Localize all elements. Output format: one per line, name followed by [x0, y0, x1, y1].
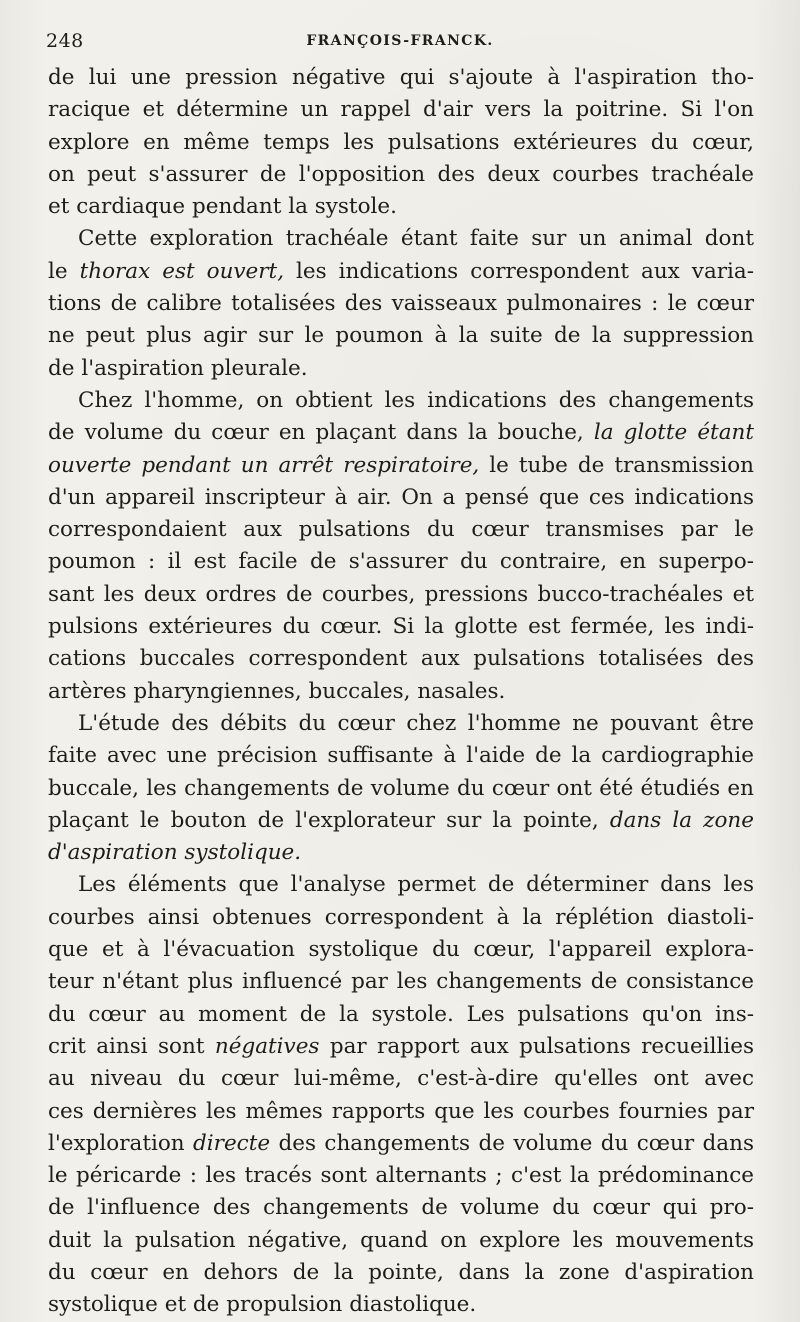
- text-line: [48, 353, 754, 385]
- page-header: [46, 30, 754, 56]
- text-line: [48, 1225, 754, 1257]
- text-line: [48, 191, 754, 223]
- text-segment: des changements de volume du cœur dans: [270, 1130, 754, 1156]
- text-segment: courbes ainsi obtenues correspondent à la réplétion diastoli-: [48, 904, 754, 930]
- text-line: [48, 579, 754, 611]
- italic-text: d'aspiration systolique.: [48, 840, 302, 866]
- text-segment: les indications correspondent aux varia-: [284, 258, 755, 284]
- text-segment: le tube de transmission: [479, 452, 754, 478]
- text-line: [48, 62, 754, 94]
- text-segment: et cardiaque pendant la systole.: [48, 194, 397, 220]
- text-segment: correspondaient aux pulsations du cœur transmises par le: [48, 517, 754, 543]
- text-segment: duit la pulsation négative, quand on explore les mouvements: [48, 1227, 754, 1253]
- text-line: [48, 902, 754, 934]
- text-line: [48, 450, 754, 482]
- text-line: [48, 127, 754, 159]
- text-line: [48, 94, 754, 126]
- text-line: [48, 320, 754, 352]
- text-segment: Les éléments que l'analyse permet de déterminer dans les: [78, 872, 754, 898]
- italic-text: directe: [193, 1130, 271, 1156]
- text-line: [48, 740, 754, 772]
- text-segment: pulsions extérieures du cœur. Si la glotte est fermée, les indi-: [48, 614, 754, 640]
- text-segment: de volume du cœur en plaçant dans la bouche,: [48, 420, 594, 446]
- text-segment: systolique et de propulsion diastolique.: [48, 1292, 477, 1318]
- text-line: [48, 708, 754, 740]
- running-head: FRANÇOIS-FRANCK.: [306, 33, 494, 49]
- text-segment: tions de calibre totalisées des vaisseaux pulmonaires : le cœur: [48, 291, 754, 317]
- text-segment: teur n'étant plus influencé par les changements de consistance: [48, 969, 754, 995]
- italic-text: dans la zone: [609, 807, 754, 833]
- text-line: [48, 966, 754, 998]
- text-segment: du cœur en dehors de la pointe, dans la zone d'aspiration: [48, 1259, 754, 1285]
- text-line: [48, 611, 754, 643]
- italic-text: négatives: [214, 1033, 320, 1059]
- text-line: [48, 934, 754, 966]
- italic-text: la glotte étant: [593, 420, 755, 446]
- text-segment: l'exploration: [48, 1130, 194, 1156]
- text-segment: au niveau du cœur lui-même, c'est-à-dire qu'elles ont avec: [48, 1066, 754, 1092]
- text-line: [48, 1128, 754, 1160]
- text-segment: explore en même temps les pulsations extérieures du cœur,: [48, 129, 754, 155]
- text-line: [48, 805, 754, 837]
- text-line: [48, 1192, 754, 1224]
- text-line: [48, 999, 754, 1031]
- text-segment: d'un appareil inscripteur à air. On a pensé que ces indications: [48, 484, 754, 510]
- text-line: [48, 1063, 754, 1095]
- text-line: [48, 1031, 754, 1063]
- text-line: [48, 514, 754, 546]
- text-line: [48, 773, 754, 805]
- text-line: [48, 1160, 754, 1192]
- text-segment: crit ainsi sont: [48, 1033, 215, 1059]
- text-line: [48, 869, 754, 901]
- page-number: 248: [46, 30, 84, 52]
- text-segment: de lui une pression négative qui s'ajoute à l'aspiration tho-: [48, 65, 754, 90]
- text-segment: le: [48, 258, 80, 284]
- text-segment: que et à l'évacuation systolique du cœur, l'appareil explora-: [48, 937, 754, 963]
- text-line: [48, 417, 754, 449]
- text-segment: ces dernières les mêmes rapports que les courbes fournies par: [48, 1098, 754, 1124]
- text-line: [48, 1289, 754, 1321]
- text-segment: de l'influence des changements de volume du cœur qui pro-: [48, 1195, 754, 1221]
- text-line: [48, 288, 754, 320]
- italic-text: ouverte pendant un arrêt respiratoire,: [48, 452, 480, 478]
- text-segment: faite avec une précision suffisante à l'aide de la cardiographie: [48, 743, 754, 769]
- text-line: [48, 546, 754, 578]
- text-segment: poumon : il est facile de s'assurer du contraire, en superpo-: [48, 549, 754, 575]
- text-line: [48, 837, 754, 869]
- text-line: [48, 385, 754, 417]
- text-line: [48, 1257, 754, 1289]
- text-segment: plaçant le bouton de l'explorateur sur la pointe,: [48, 807, 610, 833]
- text-line: [48, 1096, 754, 1128]
- text-segment: Chez l'homme, on obtient les indications des changements: [78, 387, 754, 413]
- text-segment: L'étude des débits du cœur chez l'homme ne pouvant être: [78, 710, 754, 736]
- text-line: [48, 159, 754, 191]
- text-segment: racique et détermine un rappel d'air vers la poitrine. Si l'on: [48, 97, 754, 123]
- body-text: [48, 62, 754, 1322]
- text-segment: par rapport aux pulsations recueillies: [319, 1033, 754, 1059]
- text-segment: du cœur au moment de la systole. Les pulsations qu'on ins-: [48, 1001, 754, 1027]
- text-segment: le péricarde : les tracés sont alternants ; c'est la prédominance: [48, 1163, 754, 1189]
- text-segment: on peut s'assurer de l'opposition des deux courbes trachéale: [48, 161, 754, 187]
- text-line: [48, 643, 754, 675]
- italic-text: thorax est ouvert,: [79, 258, 285, 284]
- text-segment: ne peut plus agir sur le poumon à la suite de la suppression: [48, 323, 754, 349]
- text-segment: cations buccales correspondent aux pulsations totalisées des: [48, 646, 754, 672]
- text-segment: Cette exploration trachéale étant faite sur un animal dont: [78, 226, 754, 252]
- text-line: [48, 223, 754, 255]
- text-line: [48, 482, 754, 514]
- text-segment: sant les deux ordres de courbes, pressions bucco-trachéales et: [48, 581, 754, 607]
- text-segment: de l'aspiration pleurale.: [48, 355, 308, 381]
- text-segment: buccale, les changements de volume du cœur ont été étudiés en: [48, 775, 754, 801]
- text-line: [48, 676, 754, 708]
- text-line: [48, 256, 754, 288]
- text-segment: artères pharyngiennes, buccales, nasales.: [48, 678, 506, 704]
